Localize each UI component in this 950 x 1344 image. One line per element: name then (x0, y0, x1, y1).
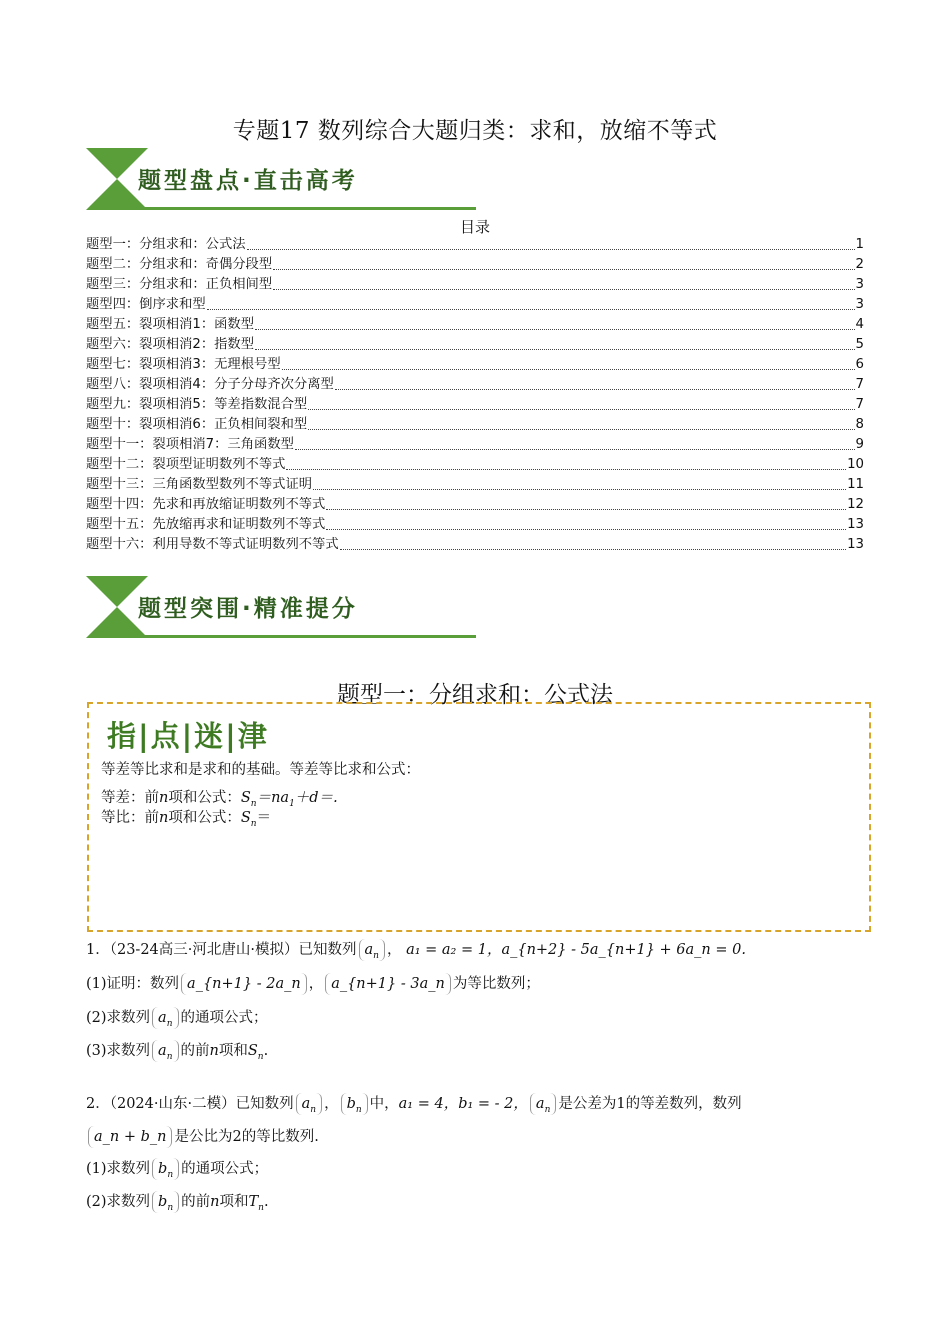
toc-entry-label: 题型十六：利用导数不等式证明数列不等式 (86, 537, 339, 552)
toc-leader (326, 508, 846, 510)
toc-entry[interactable] (86, 515, 864, 535)
document-title: 专题17 数列综合大题归类：求和，放缩不等式 (232, 118, 718, 144)
toc-leader (326, 528, 846, 530)
toc-entry-label: 题型十五：先放缩再求和证明数列不等式 (86, 517, 326, 532)
tips-box (87, 702, 871, 932)
toc-entry[interactable] (86, 355, 864, 375)
toc-entry[interactable] (86, 455, 864, 475)
section-banner-overview (86, 146, 478, 212)
toc-page-number: 13 (847, 517, 864, 532)
toc-page-number: 6 (855, 357, 864, 372)
toc-page-number: 13 (847, 537, 864, 552)
toc-entry-label: 题型六：裂项相消2：指数型 (86, 337, 255, 352)
sequence-a: $a_n$ (359, 939, 385, 961)
toc-entry-label: 题型十二：裂项型证明数列不等式 (86, 457, 286, 472)
toc-page-number: 9 (855, 437, 864, 452)
toc-entry-label: 题型四：倒序求和型 (86, 297, 206, 312)
toc-leader (273, 288, 854, 290)
toc-page-number: 10 (847, 457, 864, 472)
toc-entry[interactable] (86, 475, 864, 495)
toc-heading: 目录 (459, 218, 490, 236)
toc-page-number: 3 (855, 277, 864, 292)
toc-entry[interactable] (86, 375, 864, 395)
toc-page-number: 11 (847, 477, 864, 492)
toc-entry[interactable] (86, 255, 864, 275)
toc-page-number: 7 (855, 397, 864, 412)
question-2-part-2: (2)求数列 $b_n$ 的前n项和$T_n$. (86, 1190, 269, 1213)
toc-leader (308, 428, 854, 430)
question-1-part-1: (1)证明：数列 a_{n+1} - 2a_n ， a_{n+1} - 3a_n 为等比数列； (86, 972, 540, 995)
toc-leader (273, 268, 854, 270)
toc-entry-label: 题型五：裂项相消1：函数型 (86, 317, 255, 332)
toc-entry[interactable] (86, 235, 864, 255)
question-2-stem-cont: a_n + b_n 是公比为2的等比数列. (86, 1125, 319, 1148)
toc-entry-label: 题型十三：三角函数型数列不等式证明 (86, 477, 313, 492)
toc-entry[interactable] (86, 335, 864, 355)
question-2-part-1: (1)求数列 $b_n$ 的通项公式； (86, 1157, 268, 1180)
toc-leader (255, 328, 855, 330)
section-banner-breakthrough (86, 574, 478, 640)
toc-page-number: 3 (855, 297, 864, 312)
toc-entry[interactable] (86, 295, 864, 315)
toc-entry[interactable] (86, 435, 864, 455)
toc-page-number: 12 (847, 497, 864, 512)
toc-page-number: 7 (855, 377, 864, 392)
toc-leader (308, 408, 854, 410)
toc-leader (282, 368, 855, 370)
tips-intro: 等差等比求和是求和的基础。等差等比求和公式： (101, 762, 420, 778)
banner-title: 题型突围·精准提分 (138, 596, 358, 622)
toc-leader (313, 488, 846, 490)
banner-title: 题型盘点·直击高考 (138, 168, 358, 194)
toc-entry[interactable] (86, 495, 864, 515)
toc-entry[interactable] (86, 315, 864, 335)
toc-page-number: 8 (855, 417, 864, 432)
toc-leader (340, 548, 846, 550)
toc-entry[interactable] (86, 535, 864, 555)
toc-page-number: 4 (855, 317, 864, 332)
toc-page-number: 2 (855, 257, 864, 272)
question-1-stem: 1．（23-24高三·河北唐山·模拟）已知数列 $a_n$ ， a₁ = a₂ = 1，a_{n+2} - 5a_{n+1} + 6a_n = 0. (86, 938, 746, 961)
toc-entry-label: 题型二：分组求和：奇偶分段型 (86, 257, 273, 272)
toc-entry-label: 题型三：分组求和：正负相间型 (86, 277, 273, 292)
toc-entry-label: 题型一：分组求和：公式法 (86, 237, 246, 252)
toc-entry-label: 题型九：裂项相消5：等差指数混合型 (86, 397, 308, 412)
tips-arithmetic-formula: 等差：前n项和公式：$S_n=na_1+d=$. (101, 790, 338, 809)
toc-entry-label: 题型十：裂项相消6：正负相间裂和型 (86, 417, 308, 432)
question-1-part-3: (3)求数列 $a_n$ 的前n项和$S_n$. (86, 1039, 268, 1062)
toc-entry-label: 题型十四：先求和再放缩证明数列不等式 (86, 497, 326, 512)
toc-leader (335, 388, 855, 390)
question-2-stem: 2．（2024·山东·二模）已知数列 $a_n$ ， $b_n$ 中，a₁ = 4，b₁ = - 2， $a_n$ 是公差为1的等差数列，数列 (86, 1092, 742, 1115)
tips-title: 指|点|迷|津 (107, 719, 269, 753)
toc-page-number: 1 (855, 237, 864, 252)
toc-entry-label: 题型十一：裂项相消7：三角函数型 (86, 437, 294, 452)
toc-entry[interactable] (86, 275, 864, 295)
toc-entry-label: 题型八：裂项相消4：分子分母齐次分离型 (86, 377, 334, 392)
toc-page-number: 5 (855, 337, 864, 352)
toc-leader (255, 348, 855, 350)
question-1-part-2: (2)求数列 $a_n$ 的通项公式； (86, 1006, 268, 1029)
section-heading: 题型一：分组求和：公式法 (337, 682, 613, 708)
toc-entry-label: 题型七：裂项相消3：无理根号型 (86, 357, 281, 372)
toc-leader (286, 468, 846, 470)
toc-leader (247, 248, 855, 250)
toc-leader (295, 448, 855, 450)
tips-geometric-formula: 等比：前n项和公式：$S_n=$ (101, 810, 272, 829)
toc-entry[interactable] (86, 415, 864, 435)
toc-entry[interactable] (86, 395, 864, 415)
toc-leader (207, 308, 855, 310)
table-of-contents (86, 235, 864, 555)
